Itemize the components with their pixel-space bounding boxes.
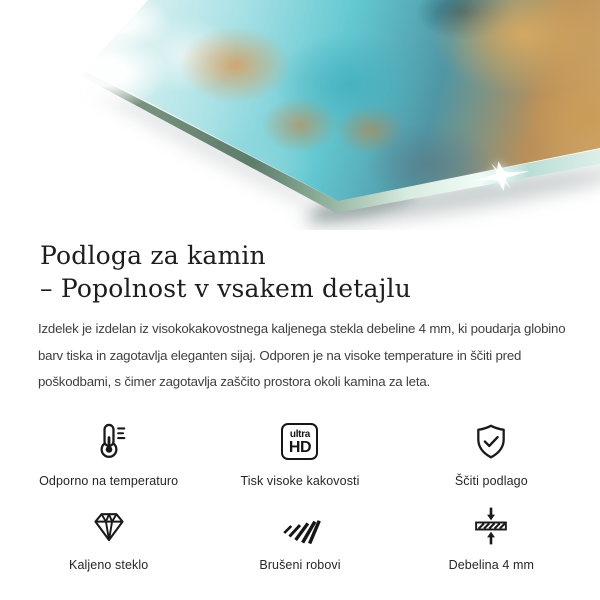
feature-label: Tisk visoke kakovosti	[240, 473, 360, 488]
features-grid	[13, 418, 587, 572]
ultra-hd-icon: ultra HD	[281, 423, 318, 460]
feature-temperature-resistant	[13, 418, 204, 488]
brushed-edges-icon	[279, 505, 321, 547]
feature-label: Debelina 4 mm	[448, 557, 534, 572]
feature-label: Brušeni robovi	[259, 557, 341, 572]
diamond-icon	[88, 505, 130, 547]
thermometer-icon	[88, 421, 130, 463]
product-image	[0, 0, 600, 230]
thickness-icon	[470, 505, 512, 547]
page-title	[40, 239, 600, 305]
shield-check-icon	[470, 421, 512, 463]
feature-tempered-glass	[13, 502, 204, 572]
feature-print-quality	[204, 418, 395, 488]
page-title-line1: Podloga za kamin	[40, 241, 266, 270]
page-title-line2: – Popolnost v vsakem detajlu	[40, 274, 412, 303]
feature-label: Ščiti podlago	[454, 473, 528, 488]
feature-label: Odporno na temperaturo	[39, 473, 179, 488]
feature-protects-surface	[396, 418, 587, 488]
feature-thickness	[396, 502, 587, 572]
feature-label: Kaljeno steklo	[69, 557, 149, 572]
feature-polished-edges	[204, 502, 395, 572]
product-description: Izdelek je izdelan iz visokokakovostnega kaljenega stekla debeline 4 mm, ki poudarja globino barv tiska in zagotavlja eleganten sijaj. Odporen je na visoke temperature in ščiti pred poškodbami, s čimer zagotavlja zaščito prostora okoli kamina za leta.	[38, 321, 566, 389]
sparkle-icon	[470, 151, 532, 203]
